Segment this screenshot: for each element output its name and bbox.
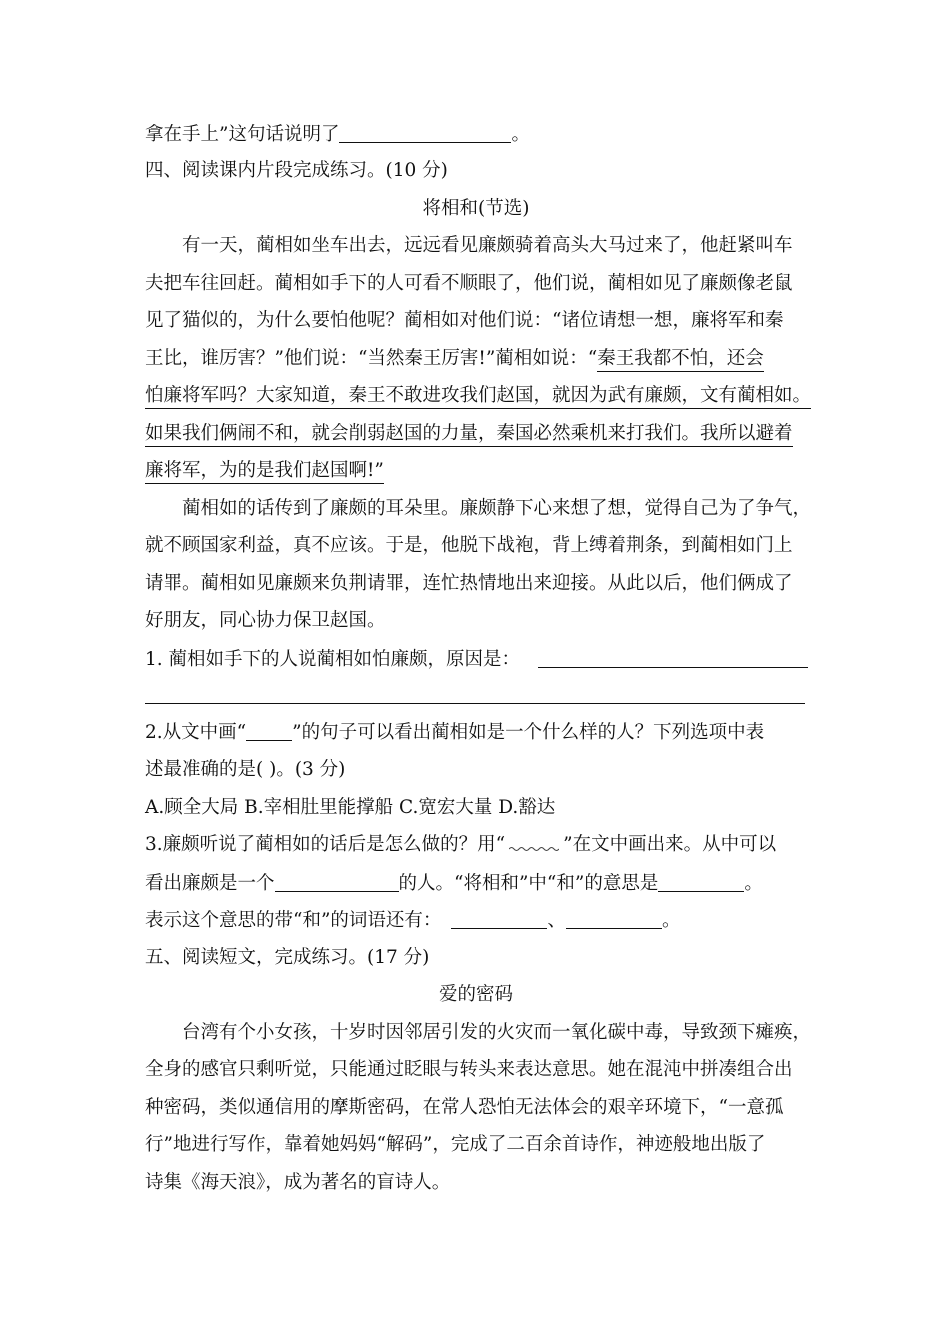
passage-3-line-1: 台湾有个小女孩，十岁时因邻居引发的火灾而一氧化碳中毒，导致颈下瘫痪，	[182, 1022, 812, 1043]
passage-3-line-2: 全身的感官只剩听觉，只能通过眨眼与转头来表达意思。她在混沌中拼凑组合出	[145, 1059, 793, 1080]
carryover-end: 。	[511, 124, 530, 145]
passage-2-line-1: 蔺相如的话传到了廉颇的耳朵里。廉颇静下心来想了想，觉得自己为了争气，	[182, 498, 812, 519]
passage-1-line-5	[145, 384, 812, 408]
question-2-line-2: 述最准确的是( )。(3 分)	[145, 759, 346, 780]
passage-3-line-4: 行”地进行写作，靠着她妈妈“解码”，完成了二百余首诗作，神迹般地出版了	[145, 1134, 766, 1155]
wavy-line-symbol	[509, 834, 559, 852]
passage-1-line-1: 有一天，蔺相如坐车出去，远远看见廉颇骑着高头大马过来了，他赶紧叫车	[182, 235, 793, 256]
answer-blank[interactable]	[566, 908, 662, 929]
section-4-passage-title: 将相和(节选)	[422, 198, 530, 219]
question-3-text-f: 表示这个意思的带“和”的词语还有：	[145, 910, 442, 931]
carryover-question	[145, 122, 807, 147]
section-4-heading: 四、阅读课内片段完成练习。(10 分)	[145, 160, 448, 181]
carryover-text: 拿在手上”这句话说明了	[145, 124, 340, 145]
passage-1-line-4	[145, 347, 807, 371]
question-3-text-c: 看出廉颇是一个	[145, 873, 275, 894]
underlined-sentence: 怕廉将军吗？大家知道，秦王不敢进攻我们赵国，就因为武有廉颇，文有蔺相如。	[145, 385, 811, 409]
passage-3-line-5: 诗集《海天浪》，成为著名的盲诗人。	[145, 1172, 451, 1193]
passage-1-line-3: 见了猫似的，为什么要怕他呢？蔺相如对他们说：“诸位请想一想，廉将军和秦	[145, 310, 784, 331]
answer-blank[interactable]	[275, 871, 399, 892]
underline-symbol	[246, 722, 292, 741]
passage-1-line-4-plain: 王比，谁厉害？”他们说：“当然秦王厉害!”蔺相如说：“	[145, 348, 598, 369]
question-1-text: 1. 蔺相如手下的人说蔺相如怕廉颇，原因是：	[145, 649, 521, 670]
underlined-sentence: 秦王我都不怕，还会	[597, 348, 764, 372]
answer-blank[interactable]	[658, 871, 744, 892]
answer-line[interactable]	[145, 703, 805, 704]
answer-blank[interactable]	[339, 122, 511, 143]
answer-blank[interactable]	[538, 647, 808, 668]
passage-2-line-3: 请罪。蔺相如见廉颇来负荆请罪，连忙热情地出来迎接。从此以后，他们俩成了	[145, 573, 793, 594]
question-3-line-2	[145, 871, 807, 896]
question-3-line-1	[145, 833, 807, 857]
section-5-heading: 五、阅读短文，完成练习。(17 分)	[145, 947, 430, 968]
question-3-text-g: 。	[661, 910, 681, 931]
question-2-text-b: ”的句子可以看出蔺相如是一个什么样的人？下列选项中表	[292, 722, 765, 743]
passage-1-line-6	[145, 422, 807, 446]
question-2-line-1	[145, 721, 807, 745]
underlined-sentence: 如果我们俩闹不和，就会削弱赵国的力量，秦国必然乘机来打我们。我所以避着	[145, 423, 793, 447]
underlined-sentence: 廉将军，为的是我们赵国啊!”	[145, 460, 384, 484]
passage-2-line-2: 就不顾国家利益，真不应该。于是，他脱下战袍，背上缚着荆条，到蔺相如门上	[145, 535, 793, 556]
passage-1-line-2: 夫把车往回赶。蔺相如手下的人可看不顺眼了，他们说，蔺相如见了廉颇像老鼠	[145, 273, 793, 294]
question-3-separator: 、	[547, 910, 566, 931]
question-1	[145, 647, 807, 672]
question-2-text-a: 2.从文中画“	[145, 722, 247, 743]
question-3-text-a: 3.廉颇听说了蔺相如的话后是怎么做的？用“	[145, 834, 506, 855]
question-2-options: A.顾全大局 B.宰相肚里能撑船 C.宽宏大量 D.豁达	[145, 797, 556, 818]
answer-blank[interactable]	[451, 908, 547, 929]
question-3-text-d: 的人。“将相和”中“和”的意思是	[398, 873, 659, 894]
question-3-text-b: ”在文中画出来。从中可以	[563, 834, 777, 855]
question-3-text-e: 。	[744, 873, 763, 894]
passage-1-line-7	[145, 459, 807, 483]
section-5-passage-title: 爱的密码	[438, 984, 513, 1005]
question-3-line-3	[145, 908, 807, 933]
passage-2-line-4: 好朋友，同心协力保卫赵国。	[145, 610, 386, 631]
passage-3-line-3: 种密码，类似通信用的摩斯密码，在常人恐怕无法体会的艰辛环境下，“一意孤	[145, 1097, 784, 1118]
